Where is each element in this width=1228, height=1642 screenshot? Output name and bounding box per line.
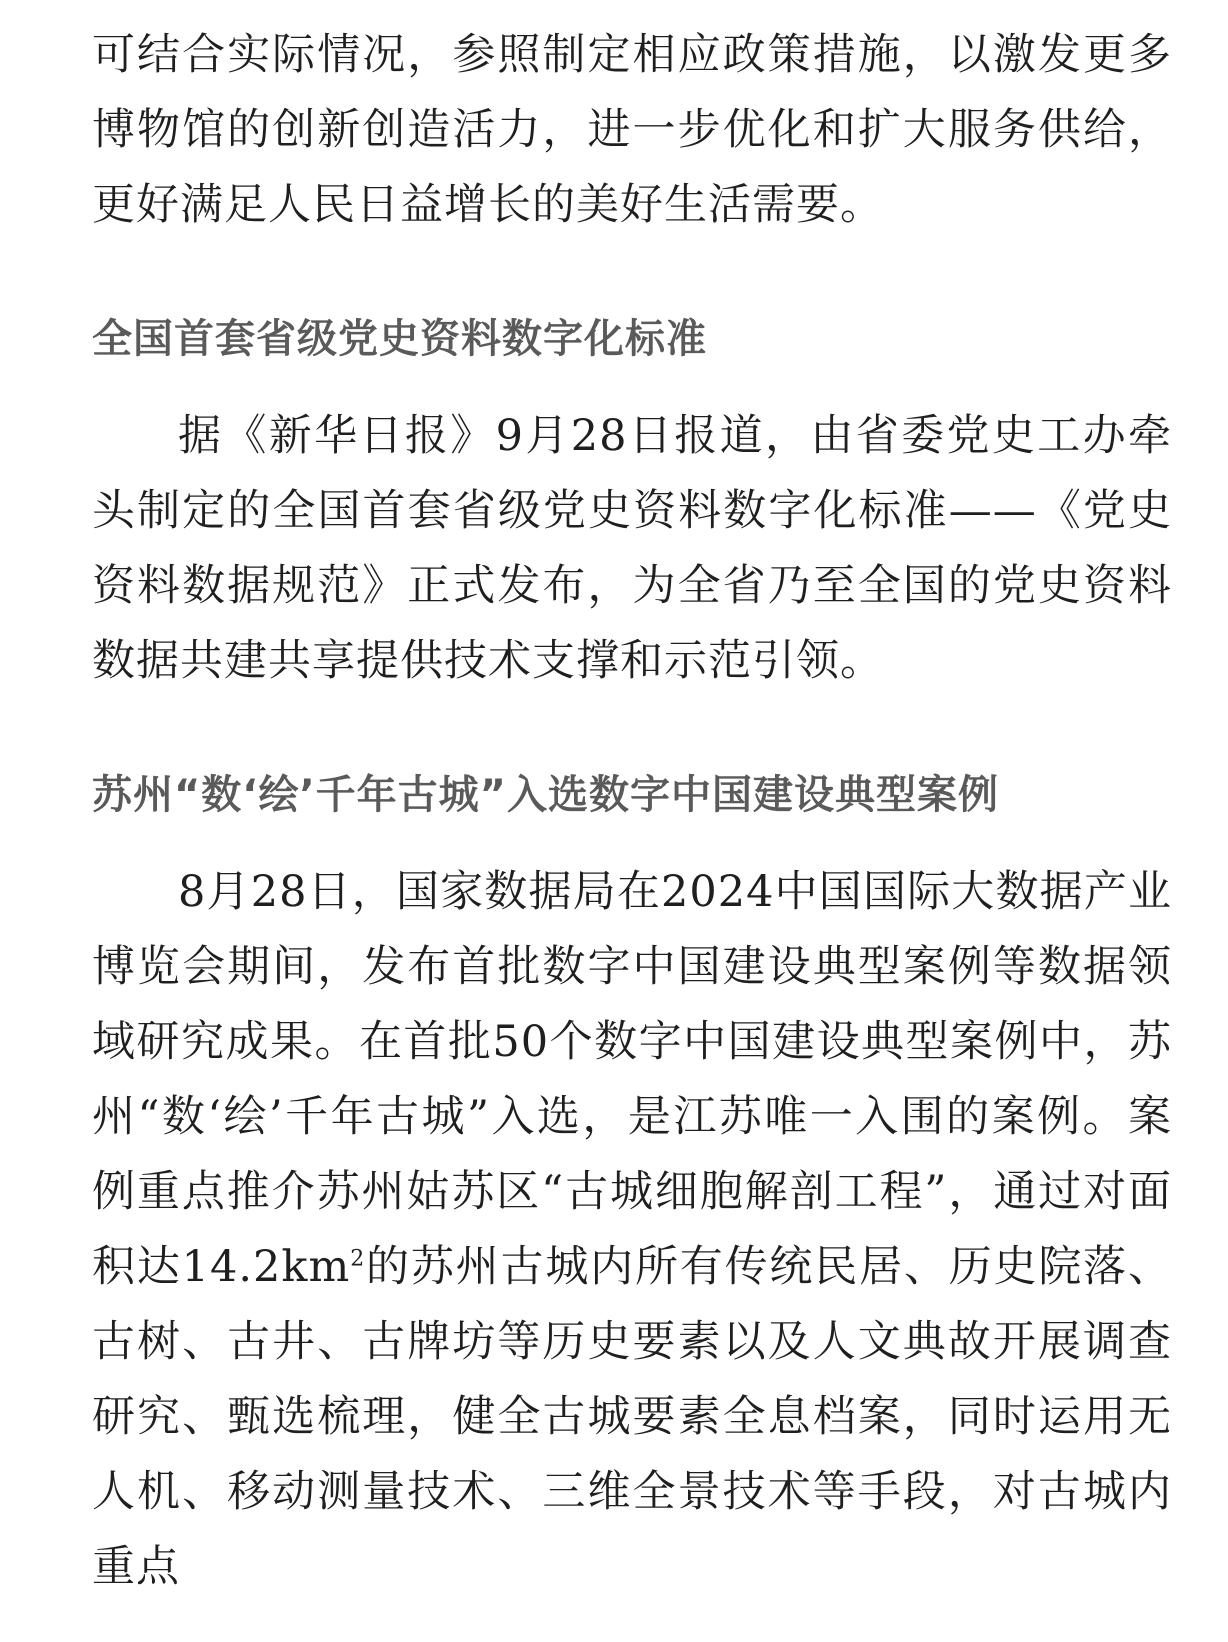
paragraph-museum-policy: 可结合实际情况，参照制定相应政策措施，以激发更多博物馆的创新创造活力，进一步优化和扩大服务供给，更好满足人民日益增长的美好生活需要。 bbox=[92, 30, 1172, 230]
section-spacer bbox=[92, 699, 1172, 765]
paragraph-suzhou-digital-city bbox=[92, 855, 1172, 1605]
section-spacer bbox=[92, 369, 1172, 399]
section-spacer bbox=[92, 243, 1172, 309]
area-unit-superscript: 2 bbox=[350, 1246, 366, 1272]
section-heading-party-history-standard: 全国首套省级党史资料数字化标准 bbox=[92, 316, 707, 362]
document-page bbox=[92, 18, 1172, 1605]
paragraph-party-history-standard: 据《新华日报》9月28日报道，由省委党史工办牵头制定的全国首套省级党史资料数字化标准——《党史资料数据规范》正式发布，为全省乃至全国的党史资料数据共建共享提供技术支撑和示范引领。 bbox=[92, 411, 1172, 686]
section-spacer bbox=[92, 825, 1172, 855]
section-heading-suzhou-digital-city: 苏州“数‘绘’千年古城”入选数字中国建设典型案例 bbox=[92, 772, 999, 818]
paragraph-suzhou-text-part1: 8月28日，国家数据局在2024中国国际大数据产业博览会期间，发布首批数字中国建设典型案例等数据领域研究成果。在首批50个数字中国建设典型案例中，苏州“数‘绘’千年古城”入选，是江苏唯一入围的案例。案例重点推介苏州姑苏区“古城细胞解剖工程”，通过对面积达14.2km bbox=[92, 867, 1172, 1292]
paragraph-suzhou-text-part2: 的苏州古城内所有传统民居、历史院落、古树、古井、古牌坊等历史要素以及人文典故开展调查研究、甄选梳理，健全古城要素全息档案，同时运用无人机、移动测量技术、三维全景技术等手段，对古城内重点 bbox=[92, 1242, 1172, 1592]
